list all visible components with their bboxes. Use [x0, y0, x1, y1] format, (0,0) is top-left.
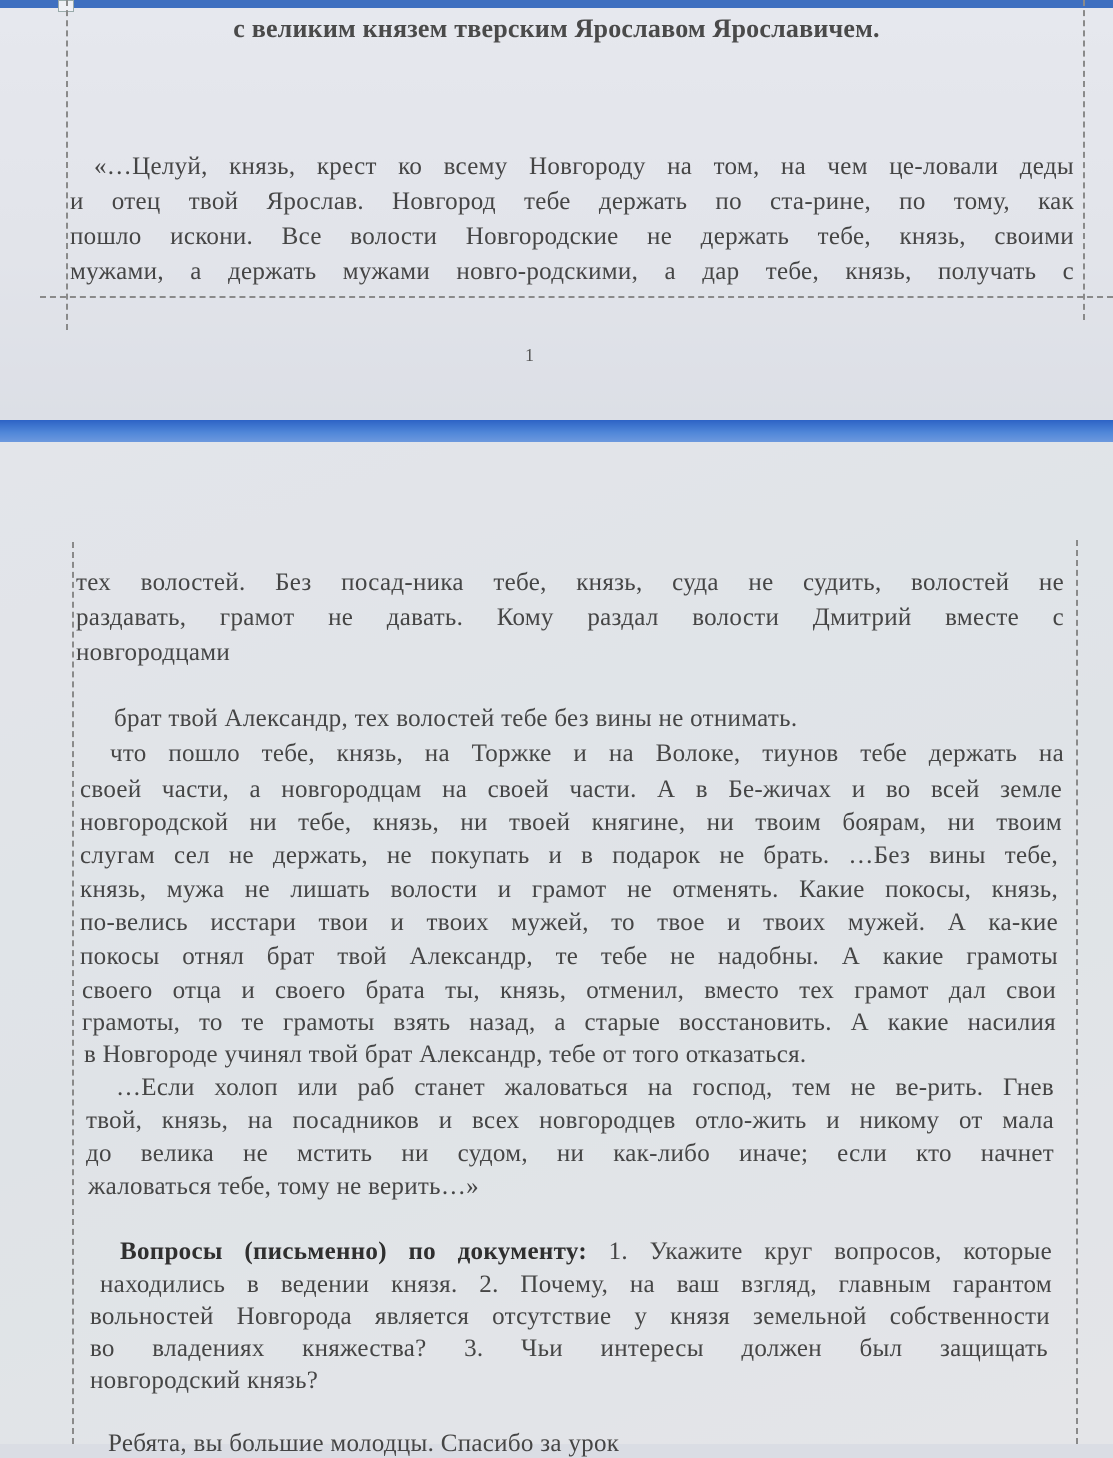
- questions-line: новгородский князь?: [90, 1367, 319, 1394]
- text-line: тех волостей. Без посад-ника тебе, князь, суда не судить, волостей не: [76, 569, 1064, 596]
- questions-line: во владениях княжества? 3. Чьи интересы должен был защищать: [90, 1335, 1048, 1362]
- text-line: новгородцами: [76, 639, 231, 666]
- text-line: по-велись исстари твои и твоих мужей, то твое и твоих мужей. А ка-кие: [80, 909, 1058, 936]
- text-line: грамоты, то те грамоты взять назад, а старые восстановить. А какие насилия: [82, 1009, 1056, 1036]
- questions-line: вольностей Новгорода является отсутствие у князя земельной собственности: [90, 1303, 1050, 1330]
- text-line: своей части, а новгородцам на своей части. А в Бе-жичах и во всей земле: [80, 776, 1062, 803]
- document-page-1: [0, 0, 1113, 420]
- text-line: пошло искони. Все волости Новгородские не держать тебе, князь, своими: [70, 223, 1074, 250]
- window-top-strip: [0, 0, 1113, 8]
- margin-guide-right: [1083, 0, 1085, 320]
- text-line: жаловаться тебе, тому не верить…»: [88, 1173, 479, 1200]
- text-line: до велика не мстить ни судом, ни как-либо иначе; если кто начнет: [86, 1140, 1054, 1167]
- text-line: и отец твой Ярослав. Новгород тебе держать по ста-рине, по тому, как: [70, 188, 1074, 215]
- document-heading: с великим князем тверским Ярославом Ярославичем.: [233, 14, 880, 43]
- text-line: покосы отнял брат твой Александр, те тебе не надобны. А какие грамоты: [80, 943, 1058, 970]
- margin-guide-left: [66, 0, 68, 330]
- text-line: твой, князь, на посадников и всех новгородцев отло-жить и никому от мала: [86, 1107, 1054, 1134]
- margin-guide-bottom: [40, 296, 1113, 298]
- questions-heading: Вопросы (письменно) по документу:: [120, 1238, 587, 1265]
- text-line: …Если холоп или раб станет жаловаться на господ, тем не ве-рить. Гнев: [116, 1074, 1054, 1101]
- page-number: 1: [525, 345, 534, 365]
- text-line: мужами, а держать мужами новго-родскими, а дар тебе, князь, получать с: [70, 258, 1074, 285]
- text-line: в Новгороде учинял твой брат Александр, тебе от того отказаться.: [84, 1041, 807, 1068]
- closing-line: Ребята, вы большие молодцы. Спасибо за урок: [108, 1430, 620, 1457]
- questions-line: [120, 1238, 1052, 1266]
- text-line: новгородской ни тебе, князь, ни твоей княгине, ни твоим боярам, ни твоим: [80, 809, 1062, 836]
- text-line: своего отца и своего брата ты, князь, отменил, вместо тех грамот дал свои: [82, 977, 1056, 1004]
- margin-guide-left: [72, 542, 74, 1444]
- questions-text: 1. Укажите круг вопросов, которые: [586, 1238, 1052, 1265]
- text-line: «…Целуй, князь, крест ко всему Новгороду на том, на чем це-ловали деды: [94, 153, 1074, 180]
- margin-guide-right: [1076, 540, 1078, 1444]
- text-line: раздавать, грамот не давать. Кому раздал волости Дмитрий вместе с: [76, 604, 1064, 631]
- text-line: что пошло тебе, князь, на Торжке и на Волоке, тиунов тебе держать на: [110, 740, 1064, 767]
- page-separator: [0, 420, 1113, 442]
- questions-line: находились в ведении князя. 2. Почему, на ваш взгляд, главным гарантом: [100, 1271, 1052, 1298]
- text-line: князь, мужа не лишать волости и грамот не отменять. Какие покосы, князь,: [80, 876, 1058, 903]
- text-line: брат твой Александр, тех волостей тебе без вины не отнимать.: [114, 705, 798, 732]
- text-line: слугам сел не держать, не покупать и в подарок не брать. …Без вины тебе,: [80, 842, 1058, 869]
